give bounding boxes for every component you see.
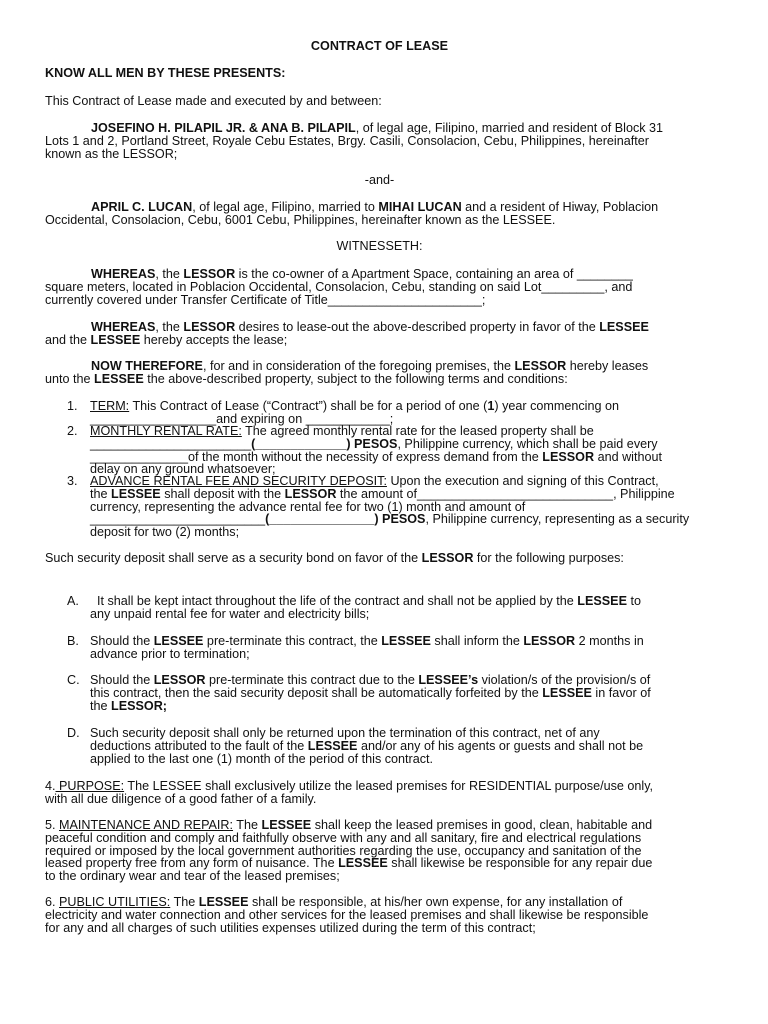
intro-paragraph: This Contract of Lease made and executed by and between: — [45, 94, 382, 108]
term-clause: TERM: This Contract of Lease (“Contract”) shall be for a period of one (1) year commencing on __________________and expiring on ____________; — [90, 399, 619, 426]
and-separator: -and- — [364, 173, 395, 187]
purpose-b: Should the LESSEE pre-terminate this contract, the LESSEE shall inform the LESSOR 2 months in advance prior to termination; — [90, 634, 644, 661]
witnesseth-heading: WITNESSETH: — [336, 239, 423, 253]
purpose-letter: B. — [67, 634, 79, 648]
purpose-c: Should the LESSOR pre-terminate this contract due to the LESSEE’s violation/s of the provision/s of this contract, then the said security deposit shall be automatically forfeited by the LESSEE in favor of the LESSOR; — [90, 673, 651, 713]
maintenance-clause: 5. MAINTENANCE AND REPAIR: The LESSEE shall keep the leased premises in good, clean, habitable and peaceful condition and comply and faithfully observe with any and all sanitary, fire and electrical regulations required or imposed by the local government authorities regarding the use, occupancy and sanitation of the leased property free from any form of nuisance. The LESSEE shall likewise be responsible for any repair due to the ordinary wear and tear of the leased premises; — [45, 818, 653, 884]
now-therefore-paragraph: NOW THEREFORE, for and in consideration of the foregoing premises, the LESSOR hereby leases unto the LESSEE the above-described property, subject to the following terms and conditions: — [45, 359, 649, 386]
advance-rental-clause: ADVANCE RENTAL FEE AND SECURITY DEPOSIT: Upon the execution and signing of this Contract, the LESSEE shall deposit with the LESSOR the amount of____________________________, Philippine currency, representing the advance rental fee for two (1) month and amount of _________________________(_______________) PESOS, Philippine currency, representing as a security deposit for two (2) months; — [90, 474, 690, 540]
whereas-paragraph-1: WHEREAS, the LESSOR is the co-owner of a Apartment Space, containing an area of ________ square meters, located in Poblacion Occidental, Consolacion, Cebu, standing on said Lot_________, and currently covered under Transfer Certificate of Title______________________; — [45, 267, 633, 307]
lessee-paragraph: APRIL C. LUCAN, of legal age, Filipino, married to MIHAI LUCAN and a resident of Hiway, Poblacion Occidental, Consolacion, Cebu, 6001 Cebu, Philippines, hereinafter known as the LESSEE. — [45, 200, 659, 227]
purpose-clause: 4. PURPOSE: The LESSEE shall exclusively utilize the leased premises for RESIDENTIAL purpose/use only, with all due diligence of a good father of a family. — [45, 779, 654, 806]
purpose-d: Such security deposit shall only be returned upon the termination of this contract, net of any deductions attributed to the fault of the LESSEE and/or any of his agents or guests and shall not be applied to the last one (1) month of the period of this contract. — [90, 726, 644, 766]
item-number: 1. — [67, 399, 78, 413]
public-utilities-clause: 6. PUBLIC UTILITIES: The LESSEE shall be responsible, at his/her own expense, for any installation of electricity and water connection and other services for the leased premises and shall likewise be responsible for any and all charges of such utilities expenses utilized during the term of this contract; — [45, 895, 649, 935]
purpose-letter: D. — [67, 726, 80, 740]
purpose-letter: A. — [67, 594, 79, 608]
lessor-paragraph: JOSEFINO H. PILAPIL JR. & ANA B. PILAPIL, of legal age, Filipino, married and resident of Block 31 Lots 1 and 2, Portland Street, Royale Cebu Estates, Brgy. Casili, Consolacion, Cebu, Philippines, hereinafter known as the LESSOR; — [45, 121, 664, 161]
security-deposit-paragraph: Such security deposit shall serve as a security bond on favor of the LESSOR for the following purposes: — [45, 551, 624, 565]
monthly-rental-clause: MONTHLY RENTAL RATE: The agreed monthly rental rate for the leased property shall be _______________________(_____________) PESOS, Philippine currency, which shall be paid every ______________of the month without the necessity of express demand from the LESSOR and without delay on any ground whatsoever; — [90, 424, 662, 477]
purpose-letter: C. — [67, 673, 80, 687]
whereas-paragraph-2: WHEREAS, the LESSOR desires to lease-out the above-described property in favor of the LESSEE and the LESSEE hereby accepts the lease; — [45, 320, 649, 347]
document-title: CONTRACT OF LEASE — [310, 39, 449, 53]
item-number: 2. — [67, 424, 78, 438]
know-all-heading: KNOW ALL MEN BY THESE PRESENTS: — [45, 66, 286, 80]
item-number: 3. — [67, 474, 78, 488]
purpose-a: It shall be kept intact throughout the life of the contract and shall not be applied by the LESSEE to any unpaid rental fee for water and electricity bills; — [90, 594, 641, 621]
